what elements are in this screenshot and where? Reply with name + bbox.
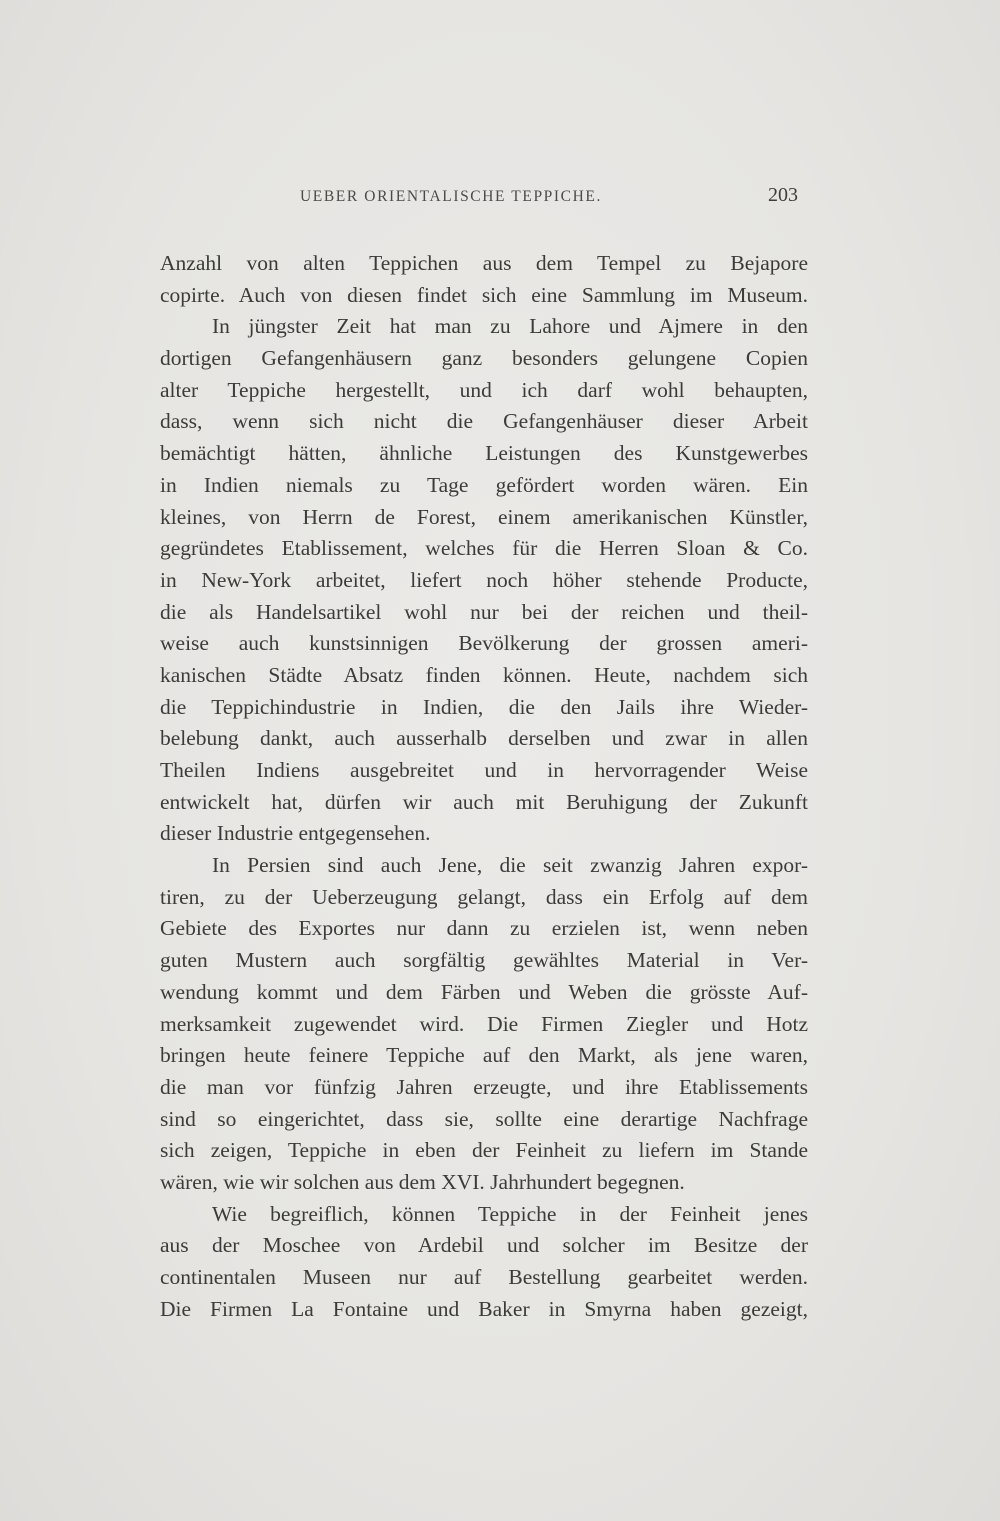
page-number: 203 xyxy=(768,184,798,206)
running-head xyxy=(160,184,808,214)
text-line: bringen heute feinere Teppiche auf den Markt, als jene waren, xyxy=(160,1043,808,1068)
text-line: belebung dankt, auch ausserhalb derselben und zwar in allen xyxy=(160,726,808,751)
text-line: continentalen Museen nur auf Bestellung gearbeitet werden. xyxy=(160,1265,808,1289)
text-line: merksamkeit zugewendet wird. Die Firmen Ziegler und Hotz xyxy=(160,1011,808,1036)
running-title: UEBER ORIENTALISCHE TEPPICHE. xyxy=(300,188,602,205)
text-line: bemächtigt hätten, ähnliche Leistungen des Kunstgewerbes xyxy=(160,441,808,466)
text-line: die man vor fünfzig Jahren erzeugte, und ihre Etablissements xyxy=(160,1074,808,1099)
text-line: in Indien niemals zu Tage gefördert worden wären. Ein xyxy=(160,472,808,497)
text-line: dieser Industrie entgegensehen. xyxy=(160,821,431,846)
text-line: copirte. Auch von diesen findet sich eine Sammlung im Museum. xyxy=(160,282,808,307)
text-line: kanischen Städte Absatz finden können. Heute, nachdem sich xyxy=(160,662,808,687)
text-line: weise auch kunstsinnigen Bevölkerung der grossen ameri- xyxy=(160,631,808,656)
text-line: die Teppichindustrie in Indien, die den Jails ihre Wieder- xyxy=(160,694,808,719)
text-line: In Persien sind auch Jene, die seit zwanzig Jahren expor- xyxy=(212,853,808,878)
text-line: dortigen Gefangenhäusern ganz besonders gelungene Copien xyxy=(160,346,808,371)
body-text xyxy=(160,248,808,1325)
text-line: wären, wie wir solchen aus dem XVI. Jahrhundert begegnen. xyxy=(160,1169,685,1194)
text-line: Die Firmen La Fontaine und Baker in Smyrna haben gezeigt, xyxy=(160,1296,808,1321)
text-line: Wie begreiflich, können Teppiche in der Feinheit jenes xyxy=(212,1201,808,1226)
text-line: sich zeigen, Teppiche in eben der Feinheit zu liefern im Stande xyxy=(160,1138,808,1163)
text-line: Anzahl von alten Teppichen aus dem Tempel zu Bejapore xyxy=(160,251,808,275)
text-line: sind so eingerichtet, dass sie, sollte eine derartige Nachfrage xyxy=(160,1106,808,1131)
text-line: dass, wenn sich nicht die Gefangenhäuser dieser Arbeit xyxy=(160,409,808,434)
text-line: Gebiete des Exportes nur dann zu erzielen ist, wenn neben xyxy=(160,916,808,941)
text-line: alter Teppiche hergestellt, und ich darf wohl behaupten, xyxy=(160,377,808,402)
text-line: wendung kommt und dem Färben und Weben die grösste Auf- xyxy=(160,979,808,1004)
text-line: guten Mustern auch sorgfältig gewähltes Material in Ver- xyxy=(160,948,808,973)
text-line: in New-York arbeitet, liefert noch höher stehende Producte, xyxy=(160,567,808,592)
text-line: In jüngster Zeit hat man zu Lahore und Ajmere in den xyxy=(212,314,808,339)
text-line: Theilen Indiens ausgebreitet und in hervorragender Weise xyxy=(160,758,808,782)
text-line: entwickelt hat, dürfen wir auch mit Beruhigung der Zukunft xyxy=(160,789,808,814)
text-line: kleines, von Herrn de Forest, einem amerikanischen Künstler, xyxy=(160,504,808,529)
text-line: aus der Moschee von Ardebil und solcher im Besitze der xyxy=(160,1233,808,1258)
text-line: tiren, zu der Ueberzeugung gelangt, dass ein Erfolg auf dem xyxy=(160,884,808,909)
text-line: gegründetes Etablissement, welches für die Herren Sloan & Co. xyxy=(160,536,808,561)
text-line: die als Handelsartikel wohl nur bei der reichen und theil- xyxy=(160,599,808,624)
